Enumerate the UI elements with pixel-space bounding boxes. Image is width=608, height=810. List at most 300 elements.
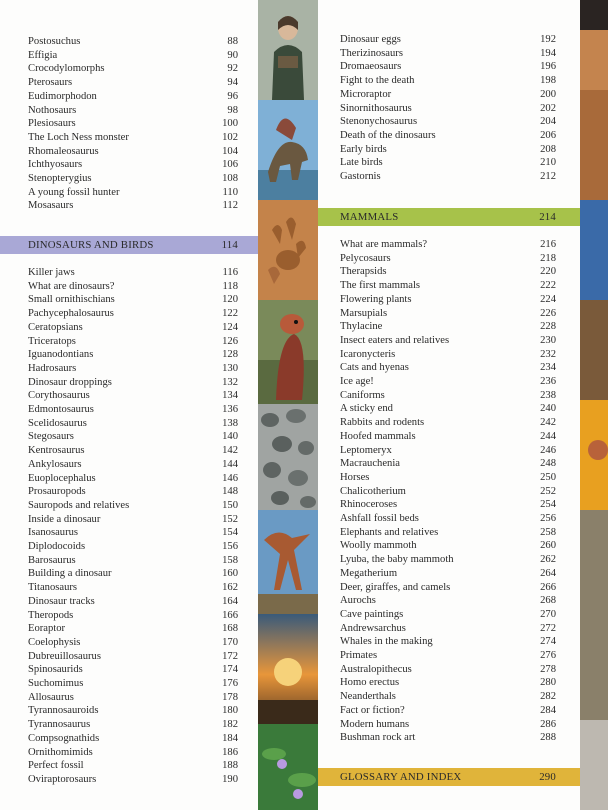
toc-entry[interactable] (340, 663, 556, 677)
entry-page: 238 (540, 389, 556, 401)
toc-entry[interactable] (28, 158, 238, 172)
entry-title: Stegosaurs (28, 431, 74, 443)
toc-entry[interactable] (340, 252, 556, 266)
toc-entry[interactable] (340, 375, 556, 389)
entry-page: 166 (222, 609, 238, 621)
toc-entry[interactable] (340, 485, 556, 499)
toc-entry[interactable] (340, 553, 556, 567)
entry-page: 128 (222, 349, 238, 361)
entry-title: Iguanodontians (28, 349, 94, 361)
entry-page: 232 (540, 348, 556, 360)
entry-page: 228 (540, 321, 556, 333)
entry-title: Early birds (340, 143, 387, 155)
entry-title: Hoofed mammals (340, 430, 416, 442)
entry-title: Therizinosaurs (340, 47, 403, 59)
entry-page: 216 (540, 239, 556, 250)
entry-page: 266 (540, 581, 556, 593)
entry-title: Marsupials (340, 307, 388, 319)
toc-entry[interactable] (28, 293, 238, 307)
entry-title: Postosuchus (28, 36, 81, 47)
entry-page: 282 (540, 691, 556, 703)
entry-page: 252 (540, 485, 556, 497)
toc-entry[interactable] (28, 362, 238, 376)
entry-title: Horses (340, 471, 370, 483)
entry-title: Ankylosaurs (28, 458, 82, 470)
toc-entry[interactable] (340, 649, 556, 663)
entry-page: 98 (227, 104, 238, 116)
entry-page: 130 (222, 362, 238, 374)
toc-entry[interactable] (28, 636, 238, 650)
entry-title: Megatherium (340, 567, 398, 579)
toc-entry[interactable] (340, 74, 556, 88)
entry-title: Bushman rock art (340, 732, 416, 744)
entry-page: 160 (222, 568, 238, 580)
toc-entry[interactable] (28, 677, 238, 691)
entry-title: Chalicotherium (340, 485, 406, 497)
entry-title: Thylacine (340, 321, 383, 333)
entry-title: Late birds (340, 157, 383, 169)
entry-page: 116 (222, 267, 238, 278)
entry-page: 206 (540, 129, 556, 141)
entry-title: Homo erectus (340, 677, 400, 689)
entry-title: Theropods (28, 609, 74, 621)
toc-entry[interactable] (340, 526, 556, 540)
toc-entry[interactable] (340, 115, 556, 129)
entry-page: 182 (222, 719, 238, 731)
entry-title: Isanosaurus (28, 527, 79, 539)
entry-page: 286 (540, 718, 556, 730)
entry-title: Plesiosaurs (28, 118, 76, 130)
toc-entry[interactable] (28, 403, 238, 417)
entry-title: A young fossil hunter (28, 186, 120, 198)
toc-entry[interactable] (28, 376, 238, 390)
toc-entry[interactable] (340, 238, 556, 252)
toc-entry[interactable] (28, 49, 238, 63)
section-title: GLOSSARY AND INDEX (340, 771, 462, 783)
entry-page: 258 (540, 526, 556, 538)
entry-title: The first mammals (340, 280, 421, 292)
toc-entry[interactable] (28, 321, 238, 335)
section-band-glossary[interactable] (318, 768, 580, 786)
entry-page: 144 (222, 458, 238, 470)
toc-entry[interactable] (340, 539, 556, 553)
section-title: DINOSAURS AND BIRDS (28, 239, 154, 251)
toc-entry[interactable] (340, 594, 556, 608)
toc-entry[interactable] (340, 567, 556, 581)
section-band-dinosaurs[interactable] (0, 236, 258, 254)
entry-page: 236 (540, 376, 556, 387)
entry-title: Eudimorphodon (28, 90, 97, 102)
entry-title: Modern humans (340, 718, 410, 730)
entry-title: Triceratops (28, 335, 76, 347)
entry-title: What are dinosaurs? (28, 280, 115, 292)
toc-entry[interactable] (340, 60, 556, 74)
toc-entry[interactable] (340, 320, 556, 334)
entry-page: 122 (222, 308, 238, 320)
toc-entry[interactable] (28, 145, 238, 159)
toc-entry[interactable] (28, 773, 238, 787)
entry-title: Leptomeryx (340, 444, 392, 456)
entry-title: Sinornithosaurus (340, 102, 412, 114)
entry-page: 172 (222, 650, 238, 662)
toc-entry[interactable] (340, 430, 556, 444)
entry-title: Corythosaurus (28, 390, 90, 402)
toc-entry[interactable] (340, 143, 556, 157)
entry-page: 186 (222, 746, 238, 758)
entry-title: Titanosaurs (28, 582, 78, 594)
entry-page: 270 (540, 608, 556, 620)
entry-title: Stenopterygius (28, 173, 92, 184)
edge-photo-top (580, 0, 608, 200)
asteroid-sunset-photo (258, 614, 318, 724)
toc-entry[interactable] (28, 117, 238, 131)
entry-page: 212 (540, 171, 556, 182)
entry-title: Primates (340, 650, 378, 661)
entry-page: 230 (540, 334, 556, 346)
entry-title: Suchomimus (28, 678, 84, 689)
entry-title: Kentrosaurus (28, 445, 85, 457)
entry-page: 176 (222, 678, 238, 689)
toc-entry[interactable] (340, 731, 556, 745)
photo-strip (258, 0, 318, 810)
toc-entry[interactable] (340, 498, 556, 512)
entry-page: 224 (540, 293, 556, 305)
entry-title: Euoplocephalus (28, 472, 96, 484)
entry-page: 226 (540, 307, 556, 319)
entry-page: 110 (222, 186, 238, 198)
entry-title: Ashfall fossil beds (340, 513, 419, 524)
entry-title: Australopithecus (340, 663, 412, 675)
toc-entry[interactable] (28, 430, 238, 444)
toc-entry[interactable] (340, 361, 556, 375)
entry-page: 174 (222, 664, 238, 676)
entry-title: Dubreuillosaurus (28, 650, 101, 662)
edge-photo-bottom (580, 510, 608, 810)
entry-page: 234 (540, 362, 556, 374)
dromaeosaur-photo (258, 510, 318, 614)
toc-entry[interactable] (340, 512, 556, 526)
entry-page: 156 (222, 541, 238, 552)
toc-entry[interactable] (28, 622, 238, 636)
entry-title: Effigia (28, 49, 58, 61)
entry-page: 188 (222, 760, 238, 772)
toc-entry[interactable] (28, 663, 238, 677)
entry-title: Microraptor (340, 88, 392, 100)
entry-title: Fight to the death (340, 75, 415, 87)
entry-title: Scelidosaurus (28, 417, 87, 429)
entry-title: Spinosaurids (28, 664, 83, 676)
entry-page: 262 (540, 554, 556, 566)
entry-title: Woolly mammoth (340, 540, 417, 552)
entry-page: 138 (222, 417, 238, 429)
entry-title: Tyrannosauroids (28, 705, 99, 717)
entry-page: 108 (222, 173, 238, 184)
toc-entry[interactable] (28, 348, 238, 362)
entry-page: 244 (540, 430, 556, 442)
entry-title: Rabbits and rodents (340, 417, 425, 429)
next-page-edge (580, 0, 608, 810)
toc-entry[interactable] (340, 471, 556, 485)
entry-title: Aurochs (340, 595, 376, 607)
entry-title: Dinosaur tracks (28, 595, 95, 607)
entry-title: Inside a dinosaur (28, 513, 101, 525)
entry-page: 102 (222, 131, 238, 143)
entry-title: Dinosaur eggs (340, 34, 401, 45)
entry-page: 200 (540, 88, 556, 100)
toc-entry[interactable] (28, 526, 238, 540)
entry-title: Icaronycteris (340, 348, 396, 360)
toc-entry[interactable] (28, 280, 238, 294)
toc-entry[interactable] (28, 704, 238, 718)
entry-title: Building a dinosaur (28, 568, 112, 580)
entry-page: 264 (540, 567, 556, 579)
entry-title: Rhomaleosaurus (28, 145, 99, 157)
entry-page: 240 (540, 403, 556, 415)
entry-page: 274 (540, 636, 556, 648)
entry-page: 190 (222, 773, 238, 785)
entry-page: 280 (540, 677, 556, 689)
entry-page: 150 (222, 499, 238, 511)
toc-entry[interactable] (28, 609, 238, 623)
entry-page: 164 (222, 595, 238, 607)
entry-title: Diplodocoids (28, 541, 86, 552)
entry-page: 92 (227, 63, 238, 75)
toc-entry[interactable] (28, 595, 238, 609)
entry-page: 196 (540, 61, 556, 73)
entry-page: 178 (222, 691, 238, 703)
entry-title: Nothosaurs (28, 104, 77, 116)
toc-entry[interactable] (340, 389, 556, 403)
entry-page: 100 (222, 118, 238, 130)
entry-title: Insect eaters and relatives (340, 334, 450, 346)
entry-title: A sticky end (340, 403, 393, 415)
fossil-eggs-photo (258, 404, 318, 510)
toc-entry[interactable] (28, 199, 238, 213)
entry-title: Oviraptorosaurs (28, 773, 97, 785)
entry-page: 204 (540, 116, 556, 128)
entry-page: 148 (222, 486, 238, 498)
toc-entry[interactable] (340, 279, 556, 293)
toc-entry[interactable] (340, 457, 556, 471)
toc-entry[interactable] (28, 458, 238, 472)
dinosaur-footprint-photo (258, 200, 318, 300)
entry-page: 106 (222, 159, 238, 171)
entry-page: 180 (222, 705, 238, 717)
toc-entry[interactable] (340, 348, 556, 362)
toc-entry[interactable] (28, 499, 238, 513)
toc-entry[interactable] (28, 90, 238, 104)
entry-page: 134 (222, 390, 238, 402)
entry-title: Deer, giraffes, and camels (340, 581, 451, 593)
toc-entry[interactable] (28, 131, 238, 145)
entry-page: 276 (540, 650, 556, 661)
entry-title: Cave paintings (340, 608, 404, 620)
toc-entry[interactable] (28, 650, 238, 664)
toc-entry[interactable] (340, 704, 556, 718)
entry-title: Hadrosaurs (28, 362, 77, 374)
toc-entry[interactable] (28, 554, 238, 568)
toc-entry[interactable] (340, 307, 556, 321)
entry-page: 162 (222, 582, 238, 594)
entry-title: Edmontosaurus (28, 404, 94, 415)
toc-entry[interactable] (340, 690, 556, 704)
entry-title: Ichthyosaurs (28, 159, 83, 171)
entry-title: Mosasaurs (28, 200, 74, 212)
section-band-mammals[interactable] (318, 208, 580, 226)
entry-title: Lyuba, the baby mammoth (340, 554, 454, 566)
edge-photo-mid (580, 200, 608, 510)
toc-entry[interactable] (340, 608, 556, 622)
entry-title: Coelophysis (28, 636, 81, 648)
entry-title: Caniforms (340, 389, 385, 401)
toc-entry[interactable] (340, 88, 556, 102)
entry-title: Ornithomimids (28, 746, 93, 758)
toc-entry[interactable] (340, 293, 556, 307)
spinosaurus-photo (258, 100, 318, 200)
entry-title: Prosauropods (28, 486, 86, 498)
toc-entry[interactable] (340, 102, 556, 116)
toc-entry[interactable] (28, 307, 238, 321)
toc-entry[interactable] (28, 513, 238, 527)
entry-title: Andrewsarchus (340, 622, 406, 634)
entry-title: Cats and hyenas (340, 362, 409, 374)
section-page: 114 (221, 239, 238, 251)
toc-entry[interactable] (28, 444, 238, 458)
toc-entry[interactable] (28, 186, 238, 200)
entry-page: 154 (222, 527, 238, 539)
toc-entry[interactable] (28, 746, 238, 760)
entry-title: Barosaurus (28, 554, 76, 566)
entry-page: 132 (222, 376, 238, 388)
entry-title: Pachycephalosaurus (28, 308, 114, 320)
entry-title: Death of the dinosaurs (340, 129, 436, 141)
toc-entry[interactable] (340, 129, 556, 143)
entry-title: Allosaurus (28, 691, 74, 703)
entry-page: 272 (540, 622, 556, 634)
entry-page: 254 (540, 499, 556, 511)
entry-page: 210 (540, 157, 556, 169)
toc-entry[interactable] (340, 156, 556, 170)
toc-entry[interactable] (340, 676, 556, 690)
entry-page: 256 (540, 513, 556, 524)
entry-page: 192 (540, 34, 556, 45)
waterlilies-photo (258, 724, 318, 810)
entry-title: What are mammals? (340, 239, 428, 250)
entry-page: 198 (540, 75, 556, 87)
entry-page: 170 (222, 636, 238, 648)
entry-title: Compsognathids (28, 732, 100, 744)
entry-page: 94 (227, 77, 238, 89)
section-page: 214 (539, 211, 556, 223)
entry-title: Pterosaurs (28, 77, 73, 89)
toc-entry[interactable] (340, 416, 556, 430)
entry-page: 146 (222, 472, 238, 484)
toc-entry[interactable] (340, 47, 556, 61)
entry-title: Elephants and relatives (340, 526, 439, 538)
entry-title: Whales in the making (340, 636, 433, 648)
entry-title: Flowering plants (340, 293, 412, 305)
toc-entry[interactable] (28, 485, 238, 499)
entry-title: Dinosaur droppings (28, 376, 112, 388)
toc-entry[interactable] (340, 334, 556, 348)
entry-title: Therapsids (340, 266, 387, 278)
entry-title: Tyrannosaurus (28, 719, 91, 731)
entry-page: 278 (540, 663, 556, 675)
toc-entry[interactable] (28, 732, 238, 746)
entry-title: Fact or fiction? (340, 704, 405, 716)
fossil-hunter-portrait-photo (258, 0, 318, 100)
entry-page: 104 (222, 145, 238, 157)
entry-page: 218 (540, 252, 556, 264)
entry-page: 248 (540, 458, 556, 470)
entry-page: 126 (222, 335, 238, 347)
toc-entry[interactable] (28, 417, 238, 431)
entry-page: 242 (540, 417, 556, 429)
entry-page: 250 (540, 471, 556, 483)
toc-entry[interactable] (28, 718, 238, 732)
toc-entry[interactable] (28, 76, 238, 90)
toc-entry[interactable] (28, 35, 238, 49)
toc-entry[interactable] (28, 62, 238, 76)
toc-entry[interactable] (28, 172, 238, 186)
toc-entry[interactable] (340, 718, 556, 732)
entry-title: Gastornis (340, 171, 381, 182)
entry-title: Killer jaws (28, 267, 75, 278)
toc-entry[interactable] (340, 33, 556, 47)
toc-entry[interactable] (28, 389, 238, 403)
entry-page: 88 (227, 36, 238, 47)
entry-page: 246 (540, 444, 556, 456)
entry-title: Dromaeosaurs (340, 61, 402, 73)
feathered-dinosaur-photo (258, 300, 318, 404)
entry-page: 96 (227, 90, 238, 102)
toc-entry[interactable] (340, 170, 556, 184)
toc-entry[interactable] (340, 444, 556, 458)
entry-page: 260 (540, 540, 556, 552)
toc-entry[interactable] (28, 335, 238, 349)
entry-title: Sauropods and relatives (28, 499, 130, 511)
toc-entry[interactable] (28, 540, 238, 554)
entry-title: Rhinoceroses (340, 499, 398, 511)
toc-entry[interactable] (340, 622, 556, 636)
entry-page: 222 (540, 280, 556, 292)
entry-title: Stenonychosaurus (340, 116, 418, 128)
entry-page: 158 (222, 554, 238, 566)
entry-title: Ceratopsians (28, 321, 83, 333)
toc-entry[interactable] (340, 635, 556, 649)
toc-entry[interactable] (340, 402, 556, 416)
entry-page: 142 (222, 445, 238, 457)
toc-entry[interactable] (28, 472, 238, 486)
entry-page: 136 (222, 404, 238, 415)
entry-page: 118 (222, 280, 238, 292)
entry-page: 220 (540, 266, 556, 278)
toc-entry[interactable] (28, 759, 238, 773)
toc-entry[interactable] (28, 266, 238, 280)
toc-entry[interactable] (340, 581, 556, 595)
entry-title: Small ornithischians (28, 294, 115, 306)
entry-title: Eoraptor (28, 623, 66, 635)
toc-entry[interactable] (28, 567, 238, 581)
entry-page: 194 (540, 47, 556, 59)
entry-title: The Loch Ness monster (28, 131, 129, 143)
toc-entry[interactable] (28, 691, 238, 705)
toc-entry[interactable] (28, 104, 238, 118)
toc-entry[interactable] (28, 581, 238, 595)
entry-page: 184 (222, 732, 238, 744)
entry-title: Neanderthals (340, 691, 396, 703)
toc-entry[interactable] (340, 265, 556, 279)
